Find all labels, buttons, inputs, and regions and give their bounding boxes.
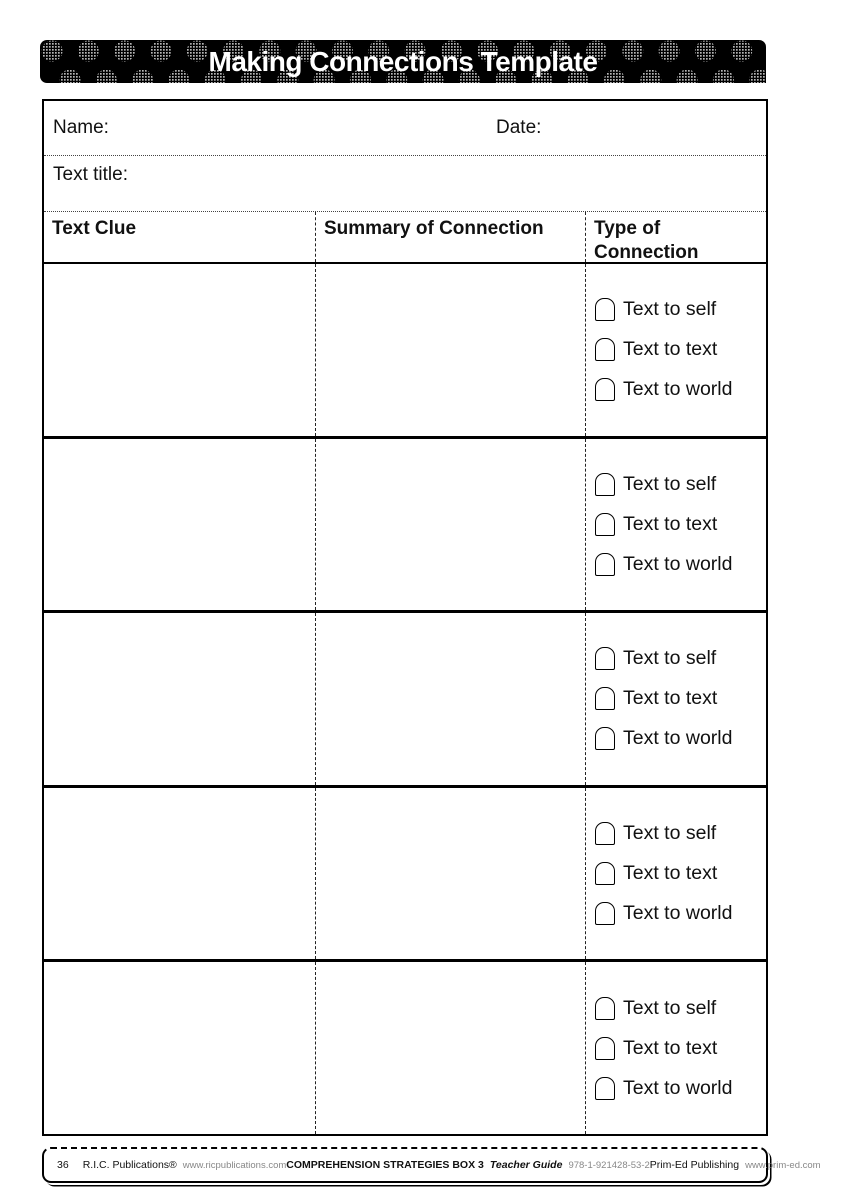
text-clue-cell[interactable] [44,788,315,960]
type-option-text-to-self[interactable] [595,647,766,670]
summary-cell[interactable] [315,962,585,1134]
summary-cell[interactable] [315,264,585,436]
publisher-name: R.I.C. Publications® [82,1159,177,1171]
table-row [44,439,766,614]
option-label: Text to text [623,1036,718,1059]
option-label: Text to text [623,687,718,710]
checkbox-text-to-world[interactable] [595,902,615,925]
column-header-summary: Summary of Connection [315,212,585,262]
page-number: 36 [57,1159,69,1171]
option-label: Text to text [623,338,718,361]
checkbox-text-to-text[interactable] [595,862,615,885]
type-option-text-to-text[interactable] [595,513,766,536]
title-banner [40,40,766,83]
summary-cell[interactable] [315,613,585,785]
co-publisher-name: Prim-Ed Publishing [649,1159,740,1171]
type-option-text-to-self[interactable] [595,298,766,321]
option-label: Text to world [623,727,733,750]
checkbox-text-to-self[interactable] [595,473,615,496]
type-option-text-to-text[interactable] [595,687,766,710]
page-title: Making Connections Template [208,45,598,77]
option-label: Text to text [623,862,718,885]
checkbox-text-to-self[interactable] [595,997,615,1020]
worksheet-table [42,99,768,1136]
option-label: Text to self [623,996,717,1019]
column-header-text-clue: Text Clue [52,218,137,239]
type-option-text-to-text[interactable] [595,862,766,885]
option-label: Text to world [623,1076,733,1099]
text-clue-cell[interactable] [44,439,315,611]
type-options [585,613,766,785]
isbn: 978-1-921428-53-2 [568,1159,650,1171]
type-option-text-to-world[interactable] [595,902,766,925]
option-label: Text to self [623,822,717,845]
checkbox-text-to-world[interactable] [595,727,615,750]
checkbox-text-to-self[interactable] [595,298,615,321]
name-date-row [44,101,766,156]
table-row [44,613,766,788]
option-label: Text to self [623,647,717,670]
text-title-label: Text title: [53,164,128,185]
type-option-text-to-text[interactable] [595,1037,766,1060]
checkbox-text-to-text[interactable] [595,1037,615,1060]
type-option-text-to-world[interactable] [595,553,766,576]
option-label: Text to self [623,472,717,495]
text-clue-cell[interactable] [44,613,315,785]
type-options [585,439,766,611]
text-title-row[interactable] [44,156,766,212]
footer-bar [42,1147,821,1183]
type-option-text-to-self[interactable] [595,473,766,496]
checkbox-text-to-world[interactable] [595,378,615,401]
option-label: Text to world [623,902,733,925]
type-option-text-to-world[interactable] [595,378,766,401]
type-option-text-to-text[interactable] [595,338,766,361]
text-clue-cell[interactable] [44,264,315,436]
checkbox-text-to-world[interactable] [595,553,615,576]
checkbox-text-to-text[interactable] [595,513,615,536]
type-option-text-to-self[interactable] [595,822,766,845]
book-title: Teacher Guide [489,1159,563,1171]
name-label: Name: [53,117,109,138]
option-label: Text to world [623,378,733,401]
option-label: Text to world [623,552,733,575]
checkbox-text-to-self[interactable] [595,822,615,845]
table-row [44,264,766,439]
type-options [585,962,766,1134]
series-title: COMPREHENSION STRATEGIES BOX 3 [286,1159,484,1171]
table-header-row [44,212,766,264]
type-options [585,264,766,436]
checkbox-text-to-world[interactable] [595,1077,615,1100]
co-publisher-url: www.prim-ed.com [745,1159,821,1171]
type-options [585,788,766,960]
checkbox-text-to-text[interactable] [595,687,615,710]
text-clue-cell[interactable] [44,962,315,1134]
publisher-url: www.ricpublications.com [182,1159,287,1171]
checkbox-text-to-self[interactable] [595,647,615,670]
type-option-text-to-self[interactable] [595,997,766,1020]
summary-cell[interactable] [315,788,585,960]
table-row [44,962,766,1134]
date-label: Date: [496,117,542,138]
type-option-text-to-world[interactable] [595,1077,766,1100]
type-option-text-to-world[interactable] [595,727,766,750]
table-row [44,788,766,963]
option-label: Text to self [623,298,717,321]
checkbox-text-to-text[interactable] [595,338,615,361]
option-label: Text to text [623,512,718,535]
summary-cell[interactable] [315,439,585,611]
column-header-type: Type of Connection [585,212,766,262]
